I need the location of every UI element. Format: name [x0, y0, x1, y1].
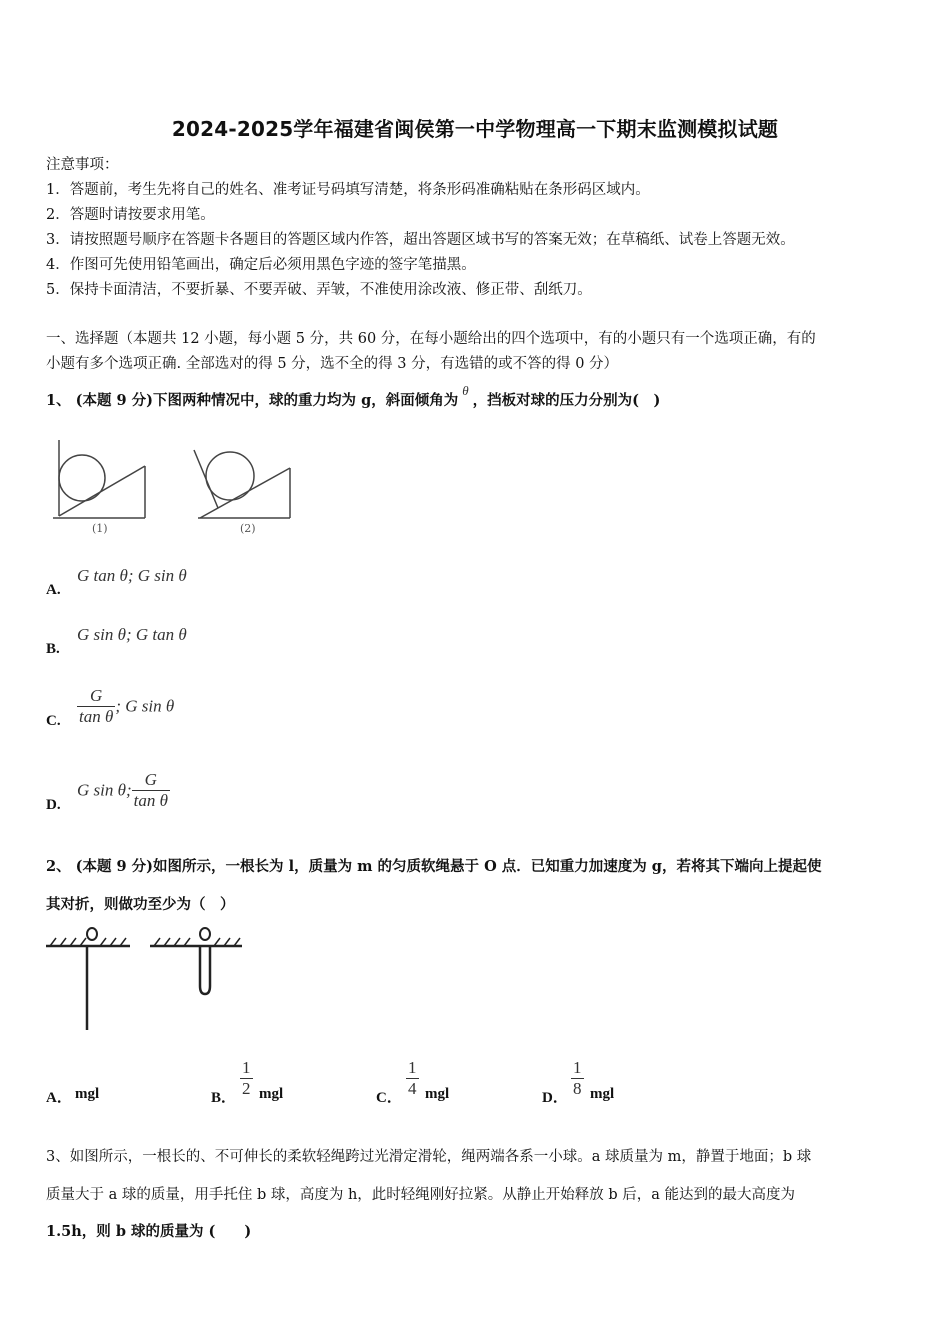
q2-option-a-text: mgl: [75, 1086, 100, 1102]
notice-item: 3．请按照题号顺序在答题卡各题目的答题区域内作答，超出答题区域书写的答案无效；在草稿纸、试卷上答题无效。: [46, 232, 795, 248]
q2-option-d-fraction: $\frac{1}{8}$: [573, 1058, 582, 1098]
incline-figure-2: [190, 436, 300, 536]
option-c-label: C.: [46, 713, 61, 729]
question-3-stem: 3、如图所示，一根长的、不可伸长的柔软轻绳跨过光滑定滑轮，绳两端各系一小球。a 球质量为 m，静置于地面；b 球: [46, 1149, 812, 1165]
theta-symbol: θ: [462, 383, 469, 398]
section-heading-cont: 小题有多个选项正确. 全部选对的得 5 分，选不全的得 3 分，有选错的或不答的得 0 分）: [46, 356, 619, 372]
rope-figure-2: [148, 924, 248, 1004]
q2-option-c-label: C．: [376, 1090, 402, 1106]
q2-option-b-text: mgl: [259, 1086, 284, 1102]
option-d-expr: G sin θ; $\frac{G}{\text{tan θ}}$: [77, 770, 168, 810]
figure-label: (1): [92, 522, 108, 535]
figure-label: (2): [240, 522, 256, 535]
q2-option-d-text: mgl: [590, 1086, 615, 1102]
option-b-expr: G sin θ; G tan θ: [77, 625, 187, 644]
notice-item: 2．答题时请按要求用笔。: [46, 207, 215, 223]
option-d-label: D.: [46, 797, 61, 813]
notice-heading: 注意事项：: [46, 157, 119, 173]
q2-option-b-fraction: $\frac{1}{2}$: [242, 1058, 251, 1098]
notice-item: 1．答题前，考生先将自己的姓名、准考证号码填写清楚，将条形码准确粘贴在条形码区域内。: [46, 182, 650, 198]
page-title: 2024-2025学年福建省闽侯第一中学物理高一下期末监测模拟试题: [171, 117, 779, 141]
q2-option-b-label: B．: [211, 1090, 237, 1106]
option-b-label: B.: [46, 641, 60, 657]
option-c-expr: $\frac{G}{\text{tan θ}}$ ; G sin θ: [79, 686, 175, 726]
incline-figure-1: [50, 436, 150, 536]
question-3-stem-end: 1.5h，则 b 球的质量为 ( ): [46, 1223, 252, 1240]
question-2-stem-cont: 其对折，则做功至少为（ ）: [46, 896, 235, 913]
question-1-stem: 1、 (本题 9 分)下图两种情况中，球的重力均为 g，斜面倾角为θ，挡板对球的压力分别为( ): [46, 383, 661, 409]
rope-figure-1: [44, 924, 134, 1036]
q2-option-c-fraction: $\frac{1}{4}$: [408, 1058, 417, 1098]
notice-item: 4．作图可先使用铅笔画出，确定后必须用黑色字迹的签字笔描黑。: [46, 257, 476, 273]
option-a-expr: G tan θ; G sin θ: [77, 566, 187, 585]
notice-item: 5．保持卡面清洁，不要折暴、不要弄破、弄皱，不准使用涂改液、修正带、刮纸刀。: [46, 282, 592, 298]
q2-option-d-label: D．: [542, 1090, 568, 1106]
section-heading: 一、选择题（本题共 12 小题，每小题 5 分，共 60 分，在每小题给出的四个选项中，有的小题只有一个选项正确，有的: [46, 331, 816, 347]
q2-option-c-text: mgl: [425, 1086, 450, 1102]
q2-option-a-label: A．: [46, 1090, 72, 1106]
question-2-stem: 2、 (本题 9 分)如图所示，一根长为 l，质量为 m 的匀质软绳悬于 O 点．已知重力加速度为 g，若将其下端向上提起使: [46, 858, 822, 875]
option-a-label: A.: [46, 582, 61, 598]
question-3-stem-cont: 质量大于 a 球的质量，用手托住 b 球，高度为 h，此时轻绳刚好拉紧。从静止开始释放 b 后，a 能达到的最大高度为: [46, 1187, 796, 1203]
